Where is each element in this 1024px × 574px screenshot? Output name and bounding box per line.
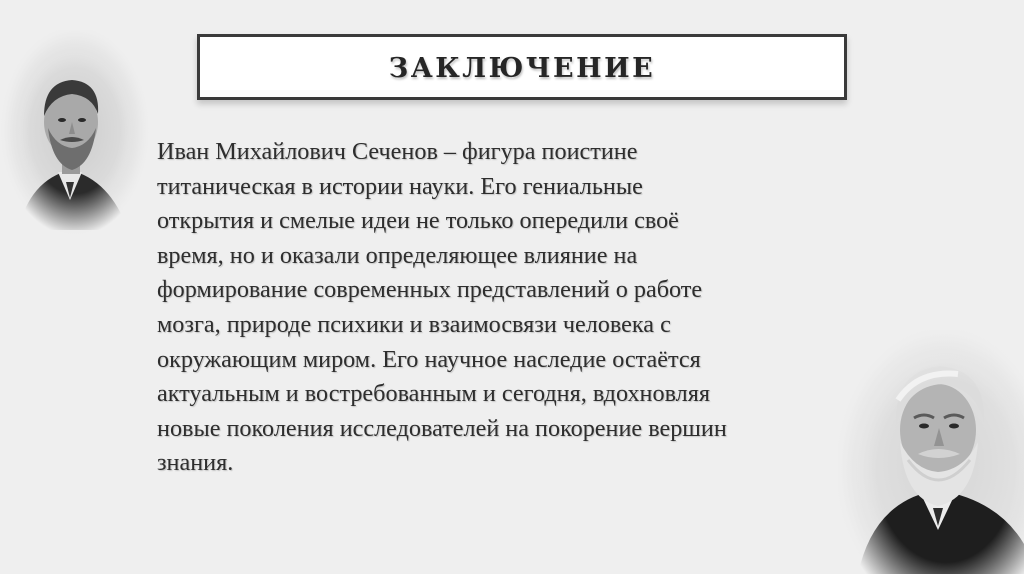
body-paragraph (157, 135, 865, 481)
body-line: новые поколения исследователей на покорение вершин (157, 414, 727, 442)
body-line: актуальным и востребованным и сегодня, вдохновляя (157, 380, 711, 408)
body-line: время, но и оказали определяющее влияние на (157, 241, 638, 269)
portrait-elderly-image (838, 330, 1024, 574)
body-line: окружающим миром. Его научное наследие остаётся (157, 345, 701, 373)
body-line: мозга, природе психики и взаимосвязи человека с (157, 310, 671, 338)
title-box (197, 34, 847, 100)
body-line: Иван Михайлович Сеченов – фигура поистине (157, 138, 638, 165)
portrait-young-image (0, 30, 150, 240)
body-line: открытия и смелые идеи не только опередили своё (157, 207, 679, 235)
body-line: формирование современных представлений о работе (157, 276, 703, 304)
slide-title: ЗАКЛЮЧЕНИЕ (388, 52, 656, 84)
body-line: знания. (157, 449, 234, 477)
body-line: титаническая в истории науки. Его гениальные (157, 172, 643, 200)
